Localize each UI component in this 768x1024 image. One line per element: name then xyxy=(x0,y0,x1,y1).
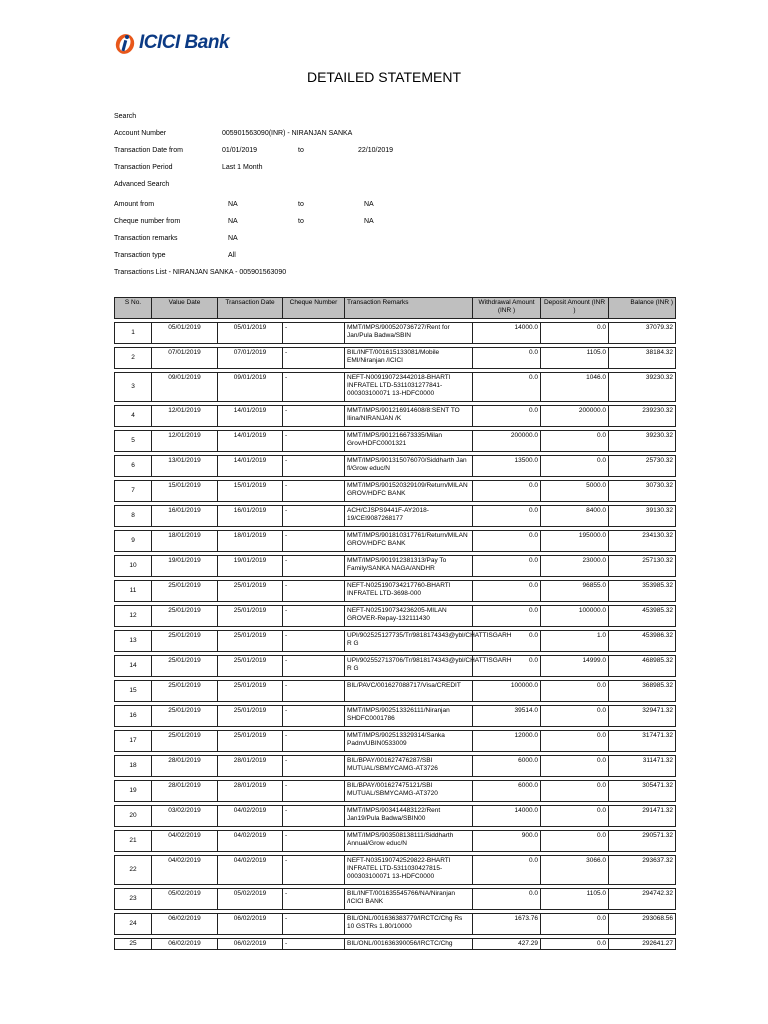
amount-to-value: NA xyxy=(364,201,374,208)
row-balance: 353985.32 xyxy=(609,581,676,602)
date-from-label: Transaction Date from xyxy=(114,147,183,154)
row-cheque: - xyxy=(283,373,345,402)
row-transaction-date: 05/01/2019 xyxy=(218,323,283,344)
row-deposit: 14999.0 xyxy=(541,656,609,677)
table-row xyxy=(115,348,676,369)
amount-to-label: to xyxy=(298,201,304,208)
row-sno: 19 xyxy=(115,781,152,802)
table-row xyxy=(115,431,676,452)
row-transaction-date: 25/01/2019 xyxy=(218,706,283,727)
row-deposit: 200000.0 xyxy=(541,406,609,427)
row-cheque: - xyxy=(283,806,345,827)
transactions-table xyxy=(114,297,676,950)
row-withdrawal: 0.0 xyxy=(473,856,541,885)
table-row xyxy=(115,631,676,652)
row-deposit: 0.0 xyxy=(541,806,609,827)
row-deposit: 96855.0 xyxy=(541,581,609,602)
row-deposit: 0.0 xyxy=(541,456,609,477)
row-remarks: BIL/ONL/001636390056/IRCTC/Chg xyxy=(345,939,473,950)
table-row xyxy=(115,323,676,344)
page-title: DETAILED STATEMENT xyxy=(306,69,461,85)
row-deposit: 100000.0 xyxy=(541,606,609,627)
row-cheque: - xyxy=(283,706,345,727)
amount-from-label: Amount from xyxy=(114,201,155,208)
row-remarks: NEFT-N035190742529822-BHARTI INFRATEL LTD-5311030427815-000303100071 13-HDFC0000 xyxy=(345,856,473,885)
table-row xyxy=(115,914,676,935)
row-balance: 39130.32 xyxy=(609,506,676,527)
row-deposit: 0.0 xyxy=(541,756,609,777)
row-remarks: NEFT-N025190734236205-MILAN GROVER-Repay-132111430 xyxy=(345,606,473,627)
row-deposit: 1046.0 xyxy=(541,373,609,402)
table-row xyxy=(115,856,676,885)
row-cheque: - xyxy=(283,606,345,627)
row-withdrawal: 12000.0 xyxy=(473,731,541,752)
row-withdrawal: 13500.0 xyxy=(473,456,541,477)
row-balance: 290571.32 xyxy=(609,831,676,852)
table-header-row xyxy=(115,298,676,319)
row-withdrawal: 14000.0 xyxy=(473,806,541,827)
row-sno: 24 xyxy=(115,914,152,935)
row-withdrawal: 0.0 xyxy=(473,556,541,577)
row-transaction-date: 28/01/2019 xyxy=(218,756,283,777)
row-transaction-date: 15/01/2019 xyxy=(218,481,283,502)
row-transaction-date: 28/01/2019 xyxy=(218,781,283,802)
table-row xyxy=(115,531,676,552)
row-cheque: - xyxy=(283,556,345,577)
account-label: Account Number xyxy=(114,130,167,137)
icici-logo-icon xyxy=(114,31,136,55)
table-row xyxy=(115,939,676,950)
row-cheque: - xyxy=(283,939,345,950)
row-withdrawal: 0.0 xyxy=(473,531,541,552)
row-sno: 9 xyxy=(115,531,152,552)
row-withdrawal: 0.0 xyxy=(473,631,541,652)
row-sno: 8 xyxy=(115,506,152,527)
row-deposit: 0.0 xyxy=(541,731,609,752)
row-remarks: MMT/IMPS/901216673335/Milan Grov/HDFC0001321 xyxy=(345,431,473,452)
row-cheque: - xyxy=(283,406,345,427)
bank-logo xyxy=(114,28,229,58)
col-balance: Balance (INR ) xyxy=(609,298,676,319)
row-remarks: BIL/BPAY/001627475121/SBI MUTUAL/SBMYCAMG-AT3720 xyxy=(345,781,473,802)
row-value-date: 25/01/2019 xyxy=(152,731,218,752)
row-transaction-date: 25/01/2019 xyxy=(218,606,283,627)
row-withdrawal: 200000.0 xyxy=(473,431,541,452)
row-withdrawal: 0.0 xyxy=(473,656,541,677)
row-transaction-date: 09/01/2019 xyxy=(218,373,283,402)
table-row xyxy=(115,406,676,427)
row-cheque: - xyxy=(283,581,345,602)
row-value-date: 28/01/2019 xyxy=(152,756,218,777)
row-transaction-date: 04/02/2019 xyxy=(218,806,283,827)
row-remarks: UPI/902525127735/Tr/9818174343@ybl/CHATTISGARH R G xyxy=(345,631,473,652)
row-balance: 294742.32 xyxy=(609,889,676,910)
row-balance: 453985.32 xyxy=(609,606,676,627)
search-label: Search xyxy=(114,113,137,120)
row-remarks: MMT/IMPS/902513326111/Niranjan SHDFC0001786 xyxy=(345,706,473,727)
row-value-date: 13/01/2019 xyxy=(152,456,218,477)
row-sno: 3 xyxy=(115,373,152,402)
row-deposit: 0.0 xyxy=(541,323,609,344)
row-deposit: 23000.0 xyxy=(541,556,609,577)
table-row xyxy=(115,456,676,477)
cheque-from-label: Cheque number from xyxy=(114,218,181,225)
row-withdrawal: 0.0 xyxy=(473,606,541,627)
row-sno: 13 xyxy=(115,631,152,652)
row-transaction-date: 19/01/2019 xyxy=(218,556,283,577)
row-deposit: 0.0 xyxy=(541,914,609,935)
row-withdrawal: 0.0 xyxy=(473,581,541,602)
row-transaction-date: 25/01/2019 xyxy=(218,631,283,652)
row-transaction-date: 07/01/2019 xyxy=(218,348,283,369)
col-deposit: Deposit Amount (INR ) xyxy=(541,298,609,319)
row-sno: 20 xyxy=(115,806,152,827)
row-withdrawal: 6000.0 xyxy=(473,756,541,777)
account-value: 005901563090(INR) - NIRANJAN SANKA xyxy=(222,130,353,137)
row-remarks: MMT/IMPS/901810317761/Return/MILAN GROV/HDFC BANK xyxy=(345,531,473,552)
row-balance: 39230.32 xyxy=(609,431,676,452)
row-remarks: BIL/PAVC/001627088717/Visa/CREDIT xyxy=(345,681,473,702)
to-label: to xyxy=(298,147,304,154)
row-value-date: 06/02/2019 xyxy=(152,914,218,935)
row-sno: 1 xyxy=(115,323,152,344)
row-withdrawal: 100000.0 xyxy=(473,681,541,702)
row-deposit: 0.0 xyxy=(541,939,609,950)
row-balance: 305471.32 xyxy=(609,781,676,802)
row-cheque: - xyxy=(283,731,345,752)
row-cheque: - xyxy=(283,531,345,552)
row-balance: 368985.32 xyxy=(609,681,676,702)
row-sno: 12 xyxy=(115,606,152,627)
row-sno: 25 xyxy=(115,939,152,950)
row-balance: 311471.32 xyxy=(609,756,676,777)
row-value-date: 03/02/2019 xyxy=(152,806,218,827)
col-sno: S No. xyxy=(115,298,152,319)
remarks-label: Transaction remarks xyxy=(114,235,178,242)
row-value-date: 15/01/2019 xyxy=(152,481,218,502)
row-withdrawal: 0.0 xyxy=(473,348,541,369)
row-balance: 293068.56 xyxy=(609,914,676,935)
row-balance: 38184.32 xyxy=(609,348,676,369)
row-balance: 453986.32 xyxy=(609,631,676,652)
row-withdrawal: 0.0 xyxy=(473,506,541,527)
row-deposit: 0.0 xyxy=(541,431,609,452)
row-value-date: 25/01/2019 xyxy=(152,606,218,627)
row-transaction-date: 25/01/2019 xyxy=(218,656,283,677)
col-remarks: Transaction Remarks xyxy=(345,298,473,319)
row-deposit: 195000.0 xyxy=(541,531,609,552)
col-withdrawal: Withdrawal Amount (INR ) xyxy=(473,298,541,319)
remarks-value: NA xyxy=(228,235,238,242)
row-transaction-date: 18/01/2019 xyxy=(218,531,283,552)
type-label: Transaction type xyxy=(114,252,166,259)
table-row xyxy=(115,373,676,402)
row-cheque: - xyxy=(283,481,345,502)
row-cheque: - xyxy=(283,831,345,852)
row-deposit: 0.0 xyxy=(541,681,609,702)
row-remarks: NEFT-N009190723442018-BHARTI INFRATEL LTD-5311031277841-000303100071 13-HDFC0000 xyxy=(345,373,473,402)
row-cheque: - xyxy=(283,348,345,369)
bank-name: ICICI Bank xyxy=(139,32,230,53)
row-remarks: BIL/INFT/001615133081/Mobile EMI/Niranjan /ICICI xyxy=(345,348,473,369)
row-cheque: - xyxy=(283,631,345,652)
row-remarks: MMT/IMPS/902513329314/Sanka Padm/UBIN0533009 xyxy=(345,731,473,752)
row-cheque: - xyxy=(283,856,345,885)
row-cheque: - xyxy=(283,914,345,935)
row-withdrawal: 39514.0 xyxy=(473,706,541,727)
row-remarks: MMT/IMPS/901315076070/Siddharth Jan fl/Grow educ/N xyxy=(345,456,473,477)
cheque-from-value: NA xyxy=(228,218,238,225)
row-cheque: - xyxy=(283,456,345,477)
row-withdrawal: 900.0 xyxy=(473,831,541,852)
table-row xyxy=(115,556,676,577)
row-transaction-date: 05/02/2019 xyxy=(218,889,283,910)
row-remarks: MMT/IMPS/901216914608/8:SENT TO Ilina/NIRANJAN /K xyxy=(345,406,473,427)
row-balance: 39230.32 xyxy=(609,373,676,402)
row-transaction-date: 06/02/2019 xyxy=(218,939,283,950)
table-row xyxy=(115,706,676,727)
row-sno: 16 xyxy=(115,706,152,727)
row-sno: 2 xyxy=(115,348,152,369)
row-sno: 11 xyxy=(115,581,152,602)
row-cheque: - xyxy=(283,889,345,910)
row-value-date: 25/01/2019 xyxy=(152,681,218,702)
row-sno: 18 xyxy=(115,756,152,777)
row-value-date: 06/02/2019 xyxy=(152,939,218,950)
row-transaction-date: 25/01/2019 xyxy=(218,681,283,702)
table-row xyxy=(115,506,676,527)
row-remarks: BIL/INFT/001635545766/NA/Niranjan /ICICI BANK xyxy=(345,889,473,910)
row-deposit: 0.0 xyxy=(541,831,609,852)
row-value-date: 19/01/2019 xyxy=(152,556,218,577)
row-value-date: 04/02/2019 xyxy=(152,831,218,852)
row-sno: 7 xyxy=(115,481,152,502)
row-remarks: NEFT-N025190734217760-BHARTI INFRATEL LTD-3698-000 xyxy=(345,581,473,602)
row-deposit: 3066.0 xyxy=(541,856,609,885)
table-row xyxy=(115,656,676,677)
row-balance: 30730.32 xyxy=(609,481,676,502)
cheque-to-label: to xyxy=(298,218,304,225)
row-remarks: MMT/IMPS/903414483122/Rent Jan19/Pula Badwa/SBIN00 xyxy=(345,806,473,827)
type-value: All xyxy=(228,252,236,259)
period-value: Last 1 Month xyxy=(222,164,263,171)
table-row xyxy=(115,889,676,910)
row-withdrawal: 0.0 xyxy=(473,373,541,402)
row-balance: 234130.32 xyxy=(609,531,676,552)
row-balance: 37079.32 xyxy=(609,323,676,344)
row-balance: 257130.32 xyxy=(609,556,676,577)
col-cheque-number: Cheque Number xyxy=(283,298,345,319)
row-cheque: - xyxy=(283,506,345,527)
table-row xyxy=(115,581,676,602)
date-from-value: 01/01/2019 xyxy=(222,147,258,154)
row-balance: 239230.32 xyxy=(609,406,676,427)
row-deposit: 8400.0 xyxy=(541,506,609,527)
row-deposit: 0.0 xyxy=(541,706,609,727)
row-value-date: 09/01/2019 xyxy=(152,373,218,402)
row-cheque: - xyxy=(283,323,345,344)
col-transaction-date: Transaction Date xyxy=(218,298,283,319)
row-value-date: 04/02/2019 xyxy=(152,856,218,885)
row-sno: 22 xyxy=(115,856,152,885)
row-balance: 329471.32 xyxy=(609,706,676,727)
row-transaction-date: 25/01/2019 xyxy=(218,581,283,602)
row-sno: 10 xyxy=(115,556,152,577)
table-row xyxy=(115,481,676,502)
row-transaction-date: 06/02/2019 xyxy=(218,914,283,935)
table-row xyxy=(115,831,676,852)
table-body xyxy=(115,319,676,950)
row-remarks: BIL/ONL/001636383779/IRCTC/Chg Rs 10 GSTRs 1.80/10000 xyxy=(345,914,473,935)
row-transaction-date: 25/01/2019 xyxy=(218,731,283,752)
row-value-date: 28/01/2019 xyxy=(152,781,218,802)
row-cheque: - xyxy=(283,656,345,677)
row-value-date: 07/01/2019 xyxy=(152,348,218,369)
row-transaction-date: 04/02/2019 xyxy=(218,831,283,852)
row-sno: 5 xyxy=(115,431,152,452)
table-row xyxy=(115,606,676,627)
row-remarks: BIL/BPAY/001627476287/SBI MUTUAL/SBMYCAMG-AT3726 xyxy=(345,756,473,777)
cheque-to-value: NA xyxy=(364,218,374,225)
row-remarks: MMT/IMPS/901912381313/Pay To Family/SANKA NAGA/ANDHR xyxy=(345,556,473,577)
row-cheque: - xyxy=(283,781,345,802)
row-balance: 293637.32 xyxy=(609,856,676,885)
row-transaction-date: 14/01/2019 xyxy=(218,456,283,477)
row-value-date: 25/01/2019 xyxy=(152,656,218,677)
row-transaction-date: 14/01/2019 xyxy=(218,406,283,427)
row-sno: 4 xyxy=(115,406,152,427)
row-cheque: - xyxy=(283,681,345,702)
period-label: Transaction Period xyxy=(114,164,173,171)
row-deposit: 1105.0 xyxy=(541,889,609,910)
table-row xyxy=(115,806,676,827)
row-deposit: 1.0 xyxy=(541,631,609,652)
row-balance: 468985.32 xyxy=(609,656,676,677)
row-balance: 25730.32 xyxy=(609,456,676,477)
row-sno: 6 xyxy=(115,456,152,477)
row-withdrawal: 0.0 xyxy=(473,889,541,910)
row-sno: 21 xyxy=(115,831,152,852)
row-sno: 23 xyxy=(115,889,152,910)
row-value-date: 25/01/2019 xyxy=(152,581,218,602)
row-balance: 291471.32 xyxy=(609,806,676,827)
table-row xyxy=(115,681,676,702)
row-sno: 15 xyxy=(115,681,152,702)
row-value-date: 18/01/2019 xyxy=(152,531,218,552)
col-value-date: Value Date xyxy=(152,298,218,319)
row-remarks: MMT/IMPS/901520329109/Return/MILAN GROV/HDFC BANK xyxy=(345,481,473,502)
table-row xyxy=(115,781,676,802)
row-value-date: 12/01/2019 xyxy=(152,406,218,427)
row-withdrawal: 0.0 xyxy=(473,406,541,427)
table-row xyxy=(115,756,676,777)
row-remarks: MMT/IMPS/903508138111/Siddharth Annual/Grow educ/N xyxy=(345,831,473,852)
transactions-list-label: Transactions List - NIRANJAN SANKA - 005901563090 xyxy=(114,269,287,276)
advanced-search-label: Advanced Search xyxy=(114,181,170,188)
row-cheque: - xyxy=(283,431,345,452)
amount-from-value: NA xyxy=(228,201,238,208)
row-value-date: 16/01/2019 xyxy=(152,506,218,527)
row-cheque: - xyxy=(283,756,345,777)
row-balance: 317471.32 xyxy=(609,731,676,752)
row-withdrawal: 14000.0 xyxy=(473,323,541,344)
row-remarks: UPI/902552713706/Tr/9818174343@ybl/CHATTISGARH R G xyxy=(345,656,473,677)
row-deposit: 5000.0 xyxy=(541,481,609,502)
row-value-date: 05/01/2019 xyxy=(152,323,218,344)
row-sno: 17 xyxy=(115,731,152,752)
row-withdrawal: 427.29 xyxy=(473,939,541,950)
row-value-date: 05/02/2019 xyxy=(152,889,218,910)
row-transaction-date: 14/01/2019 xyxy=(218,431,283,452)
row-value-date: 12/01/2019 xyxy=(152,431,218,452)
table-row xyxy=(115,731,676,752)
row-transaction-date: 16/01/2019 xyxy=(218,506,283,527)
row-deposit: 0.0 xyxy=(541,781,609,802)
row-withdrawal: 0.0 xyxy=(473,481,541,502)
row-transaction-date: 04/02/2019 xyxy=(218,856,283,885)
row-deposit: 1105.0 xyxy=(541,348,609,369)
date-to-value: 22/10/2019 xyxy=(358,147,394,154)
row-withdrawal: 6000.0 xyxy=(473,781,541,802)
row-remarks: ACH/CJSPS9441F-AY2018-19/CEI9087268177 xyxy=(345,506,473,527)
row-balance: 292641.27 xyxy=(609,939,676,950)
row-withdrawal: 1673.76 xyxy=(473,914,541,935)
row-value-date: 25/01/2019 xyxy=(152,706,218,727)
row-remarks: MMT/IMPS/900520736727/Rent for Jan/Pula Badwa/SBIN xyxy=(345,323,473,344)
row-value-date: 25/01/2019 xyxy=(152,631,218,652)
row-sno: 14 xyxy=(115,656,152,677)
